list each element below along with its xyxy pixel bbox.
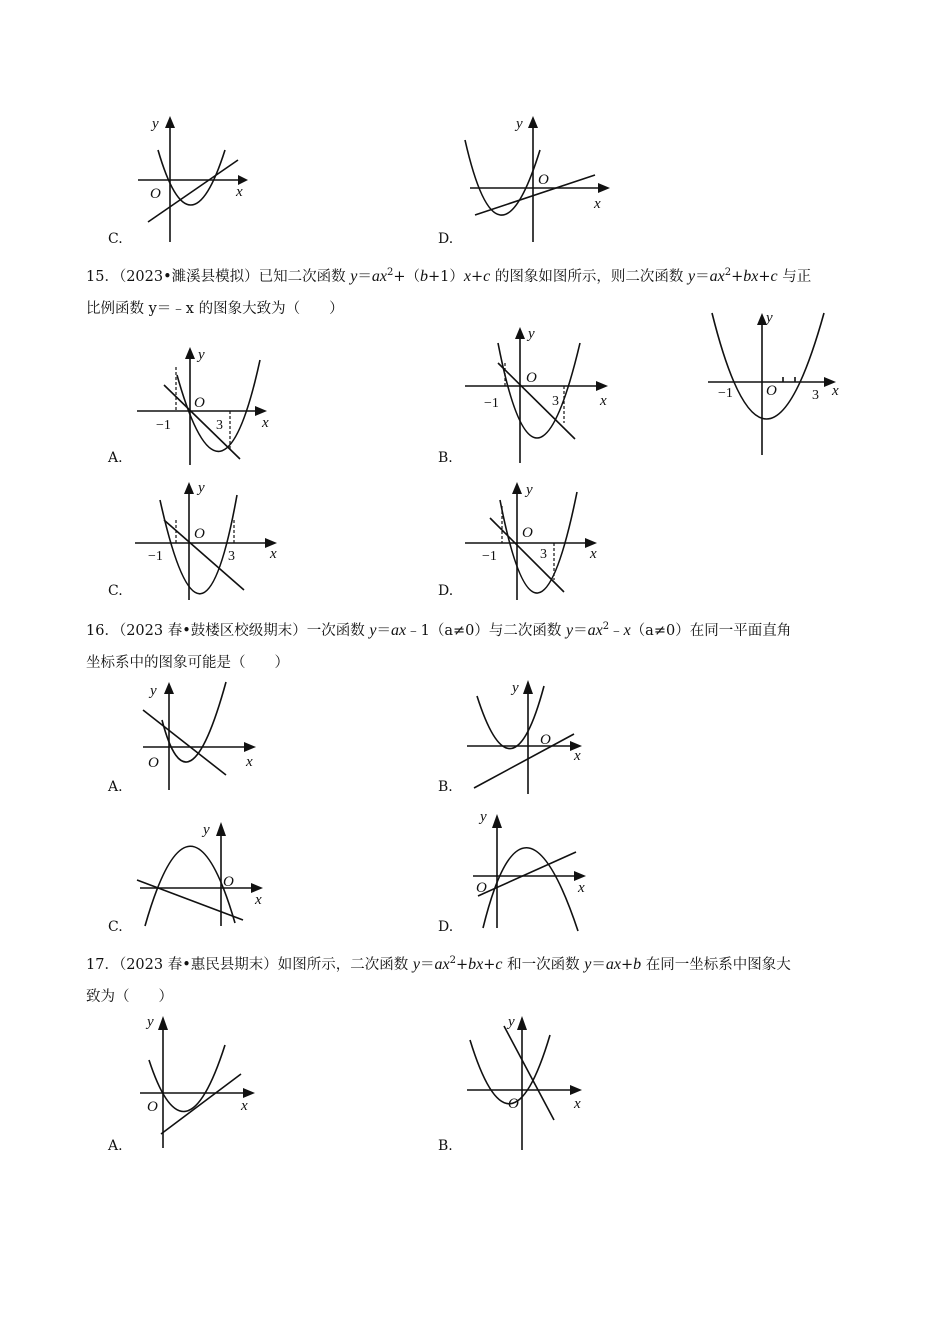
svg-text:O: O	[526, 370, 537, 386]
q15-graph-b	[460, 323, 620, 463]
svg-text:x: x	[578, 880, 585, 896]
q17-graph-b	[462, 1010, 602, 1150]
q16-option-d[interactable]: D.	[438, 919, 454, 935]
svg-text:O: O	[194, 395, 205, 411]
q15-option-d[interactable]: D.	[438, 583, 454, 599]
q14-graph-c	[130, 110, 260, 245]
q14-graph-d	[460, 110, 620, 245]
svg-text:3: 3	[216, 418, 223, 433]
svg-text:y: y	[526, 482, 533, 498]
svg-text:−1: −1	[148, 549, 163, 564]
svg-text:y: y	[516, 116, 523, 132]
svg-text:O: O	[194, 526, 205, 542]
svg-text:O: O	[508, 1096, 519, 1112]
svg-text:x: x	[574, 1096, 581, 1112]
svg-text:y: y	[150, 683, 157, 699]
svg-text:x: x	[600, 393, 607, 409]
svg-text:y: y	[147, 1014, 154, 1030]
q15-graph-d	[462, 480, 612, 600]
q17-graph-a	[135, 1010, 265, 1150]
svg-text:−1: −1	[156, 418, 171, 433]
svg-text:3: 3	[552, 394, 559, 409]
svg-text:3: 3	[228, 549, 235, 564]
q16-option-c[interactable]: C.	[108, 919, 123, 935]
svg-text:O: O	[538, 172, 549, 188]
svg-text:3: 3	[540, 547, 547, 562]
svg-text:y: y	[203, 822, 210, 838]
q16-graph-d	[468, 806, 598, 931]
svg-text:y: y	[766, 310, 773, 326]
svg-text:O: O	[148, 755, 159, 771]
svg-text:O: O	[766, 383, 777, 399]
svg-text:y: y	[198, 347, 205, 363]
svg-text:O: O	[147, 1099, 158, 1115]
q16-graph-c	[135, 818, 275, 928]
svg-text:−1: −1	[718, 386, 733, 401]
svg-text:x: x	[832, 383, 839, 399]
q15-option-c[interactable]: C.	[108, 583, 123, 599]
origin-label: O	[150, 186, 161, 202]
svg-text:O: O	[223, 874, 234, 890]
q16-graph-b	[462, 676, 602, 796]
q15-graph-c	[132, 480, 282, 600]
q14-option-d[interactable]: D.	[438, 231, 454, 247]
svg-text:3: 3	[812, 388, 819, 403]
q16-graph-a	[138, 680, 268, 795]
svg-text:x: x	[262, 415, 269, 431]
svg-text:O: O	[476, 880, 487, 896]
y-axis-label: y	[152, 116, 159, 132]
svg-text:O: O	[522, 525, 533, 541]
svg-text:x: x	[246, 754, 253, 770]
q15-reference-graph	[700, 305, 850, 455]
svg-text:y: y	[508, 1014, 515, 1030]
svg-text:y: y	[528, 326, 535, 342]
svg-text:−1: −1	[484, 396, 499, 411]
svg-text:O: O	[540, 732, 551, 748]
q14-option-c[interactable]: C.	[108, 231, 123, 247]
svg-text:x: x	[590, 546, 597, 562]
q15-option-a[interactable]: A.	[108, 450, 123, 466]
svg-text:y: y	[480, 809, 487, 825]
q16-option-a[interactable]: A.	[108, 779, 123, 795]
svg-text:x: x	[594, 196, 601, 212]
svg-text:−1: −1	[482, 549, 497, 564]
q17-option-b[interactable]: B.	[438, 1138, 453, 1154]
q16-option-b[interactable]: B.	[438, 779, 453, 795]
q15-option-b[interactable]: B.	[438, 450, 453, 466]
q17-text: 17．（2023 春•惠民县期末）如图所示，二次函数 $y=ax^2+bx+c$ 和一次函数 y＝ax+b 在同一坐标系中图象大 致为（ ）	[86, 955, 791, 1005]
svg-text:x: x	[574, 748, 581, 764]
svg-text:x: x	[241, 1098, 248, 1114]
q16-text: 16．（2023 春•鼓楼区校级期末）一次函数 y＝ax﹣1（a≠0）与二次函数 $y=ax^2﹣x(a\ne 0)$在同一平面直角 坐标系中的图象可能是（ ）	[86, 621, 792, 671]
q15-text: 15．（2023•濉溪县模拟）已知二次函数 $y=ax^2+(b+1)x+c$ 的图象如图所示，则二次函数 $y=ax^2+bx+c$ 与正 比例函数 y＝﹣x 的图象大致为（ ）	[86, 267, 812, 317]
svg-text:y: y	[198, 480, 205, 496]
svg-text:x: x	[255, 892, 262, 908]
svg-text:x: x	[270, 546, 277, 562]
q15-graph-a	[132, 345, 282, 465]
x-axis-label: x	[236, 184, 243, 200]
q17-option-a[interactable]: A.	[108, 1138, 123, 1154]
svg-text:y: y	[512, 680, 519, 696]
